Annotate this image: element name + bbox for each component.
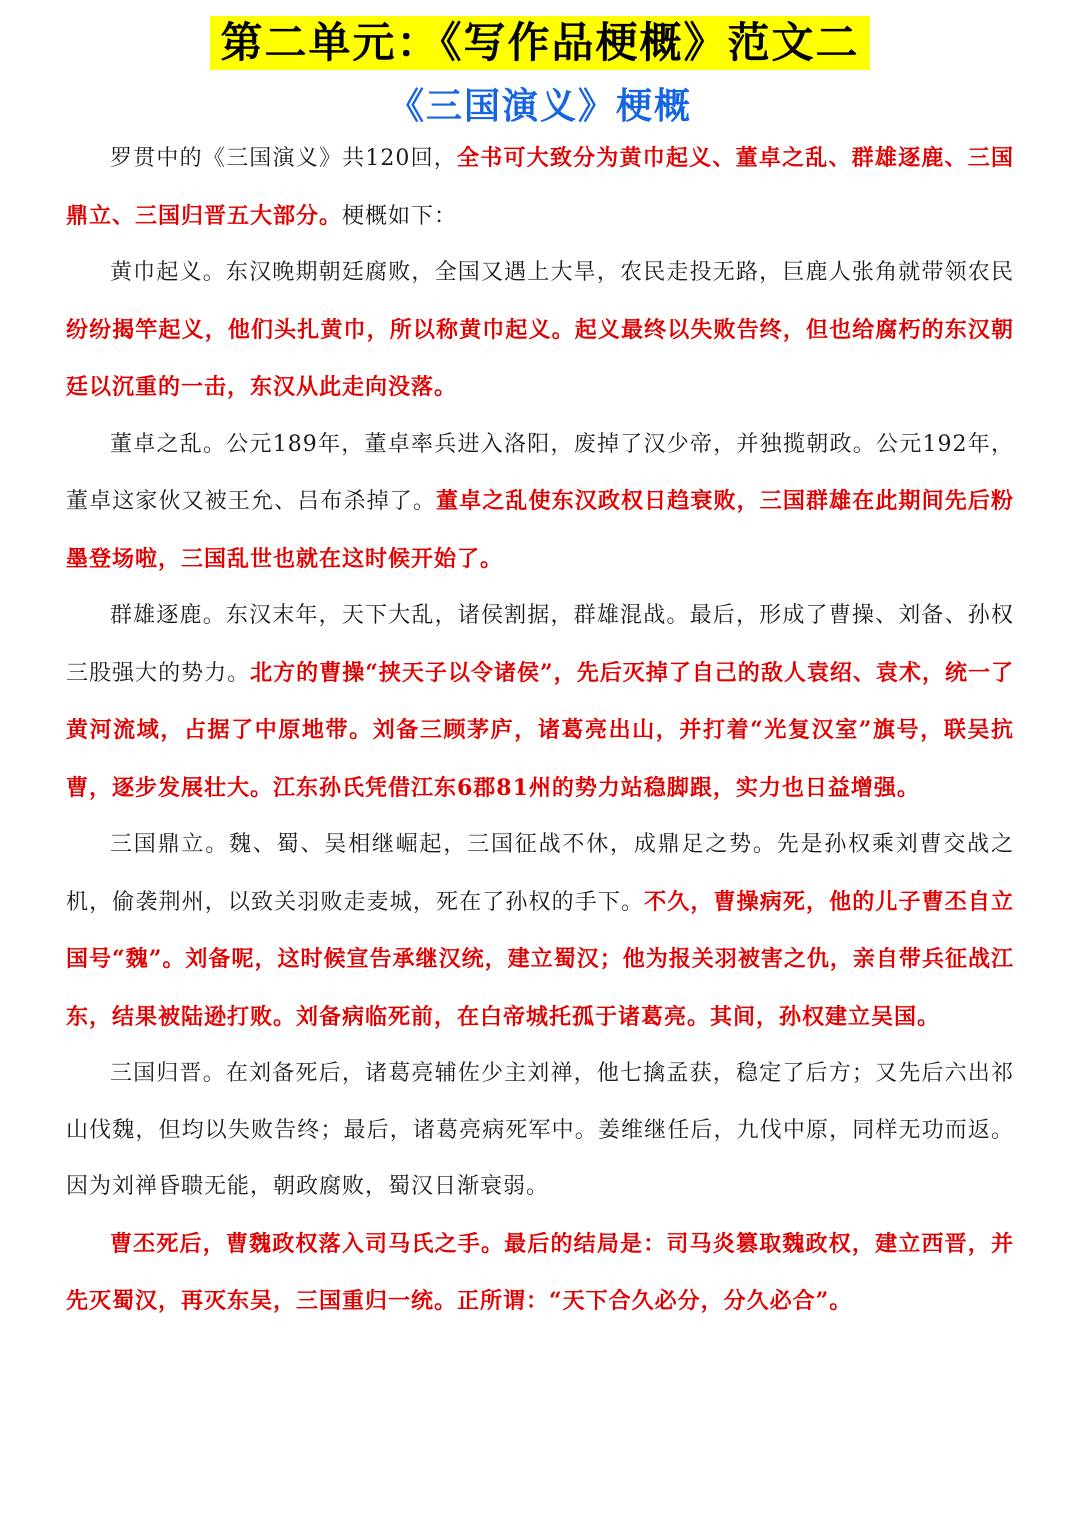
body-text: 梗概如下： <box>342 203 458 229</box>
paragraph <box>66 1046 1014 1216</box>
article-body <box>66 130 1014 1331</box>
body-text: 三国归晋。在刘备死后，诸葛亮辅佐少主刘禅，他七擒孟获，稳定了后方；又先后六出祁山伐魏，但均以失败告终；最后，诸葛亮病死军中。姜维继任后，九伐中原，同样无功而返。因为刘禅昏聩无能，朝政腐败，蜀汉日渐衰弱。 <box>66 1061 1014 1199</box>
page-title: 第二单元：《写作品梗概》范文二 <box>210 16 869 70</box>
body-text: 群雄逐鹿。东汉末年，天下大乱，诸侯割据，群雄混战。最后，形成了曹操、刘备、孙权三股强大的势力。 <box>66 603 1014 686</box>
emphasis-text: 不久，曹操病死，他的儿子曹丕自立国号“魏”。刘备呢，这时候宣告承继汉统，建立蜀汉；他为报关羽被害之仇，亲自带兵征战江东，结果被陆逊打败。刘备病临死前，在白帝城托孤于诸葛亮。其间，孙权建立吴国。 <box>66 888 1014 1030</box>
body-text: 罗贯中的《三国演义》共120回， <box>110 146 458 171</box>
emphasis-text: 全书可大致分为黄巾起义、董卓之乱、群雄逐鹿、三国鼎立、三国归晋五大部分。 <box>66 145 1014 229</box>
emphasis-text: 董卓之乱使东汉政权日趋衰败，三国群雄在此期间先后粉墨登场啦，三国乱世也就在这时候开始了。 <box>66 488 1014 572</box>
paragraph <box>66 130 1014 245</box>
body-text: 董卓之乱。公元189年，董卓率兵进入洛阳，废掉了汉少帝，并独揽朝政。公元192年，董卓这家伙又被王允、吕布杀掉了。 <box>66 431 1014 514</box>
paragraph <box>66 417 1014 589</box>
page-subtitle: 《三国演义》梗概 <box>387 86 692 127</box>
title-wrap <box>0 16 1080 70</box>
emphasis-text: 纷纷揭竿起义，他们头扎黄巾，所以称黄巾起义。起义最终以失败告终，但也给腐朽的东汉朝廷以沉重的一击，东汉从此走向没落。 <box>66 316 1014 400</box>
paragraph <box>66 245 1014 417</box>
body-text: 黄巾起义。东汉晚期朝廷腐败，全国又遇上大旱，农民走投无路，巨鹿人张角就带领农民 <box>110 260 1014 285</box>
paragraph <box>66 588 1014 817</box>
paragraph <box>66 1216 1014 1331</box>
emphasis-text: 曹丕死后，曹魏政权落入司马氏之手。最后的结局是：司马炎篡取魏政权，建立西晋，并先灭蜀汉，再灭东吴，三国重归一统。正所谓：“天下合久必分，分久必合”。 <box>66 1230 1014 1314</box>
body-text: 三国鼎立。魏、蜀、吴相继崛起，三国征战不休，成鼎足之势。先是孙权乘刘曹交战之机，偷袭荆州，以致关羽败走麦城，死在了孙权的手下。 <box>66 832 1014 915</box>
paragraph <box>66 817 1014 1046</box>
emphasis-text: 北方的曹操“挟天子以令诸侯”，先后灭掉了自己的敌人袁绍、袁术，统一了黄河流域，占据了中原地带。刘备三顾茅庐，诸葛亮出山，并打着“光复汉室”旗号，联吴抗曹，逐步发展壮大。江东孙氏凭借江东6郡81州的势力站稳脚跟，实力也日益增强。 <box>66 659 1014 801</box>
